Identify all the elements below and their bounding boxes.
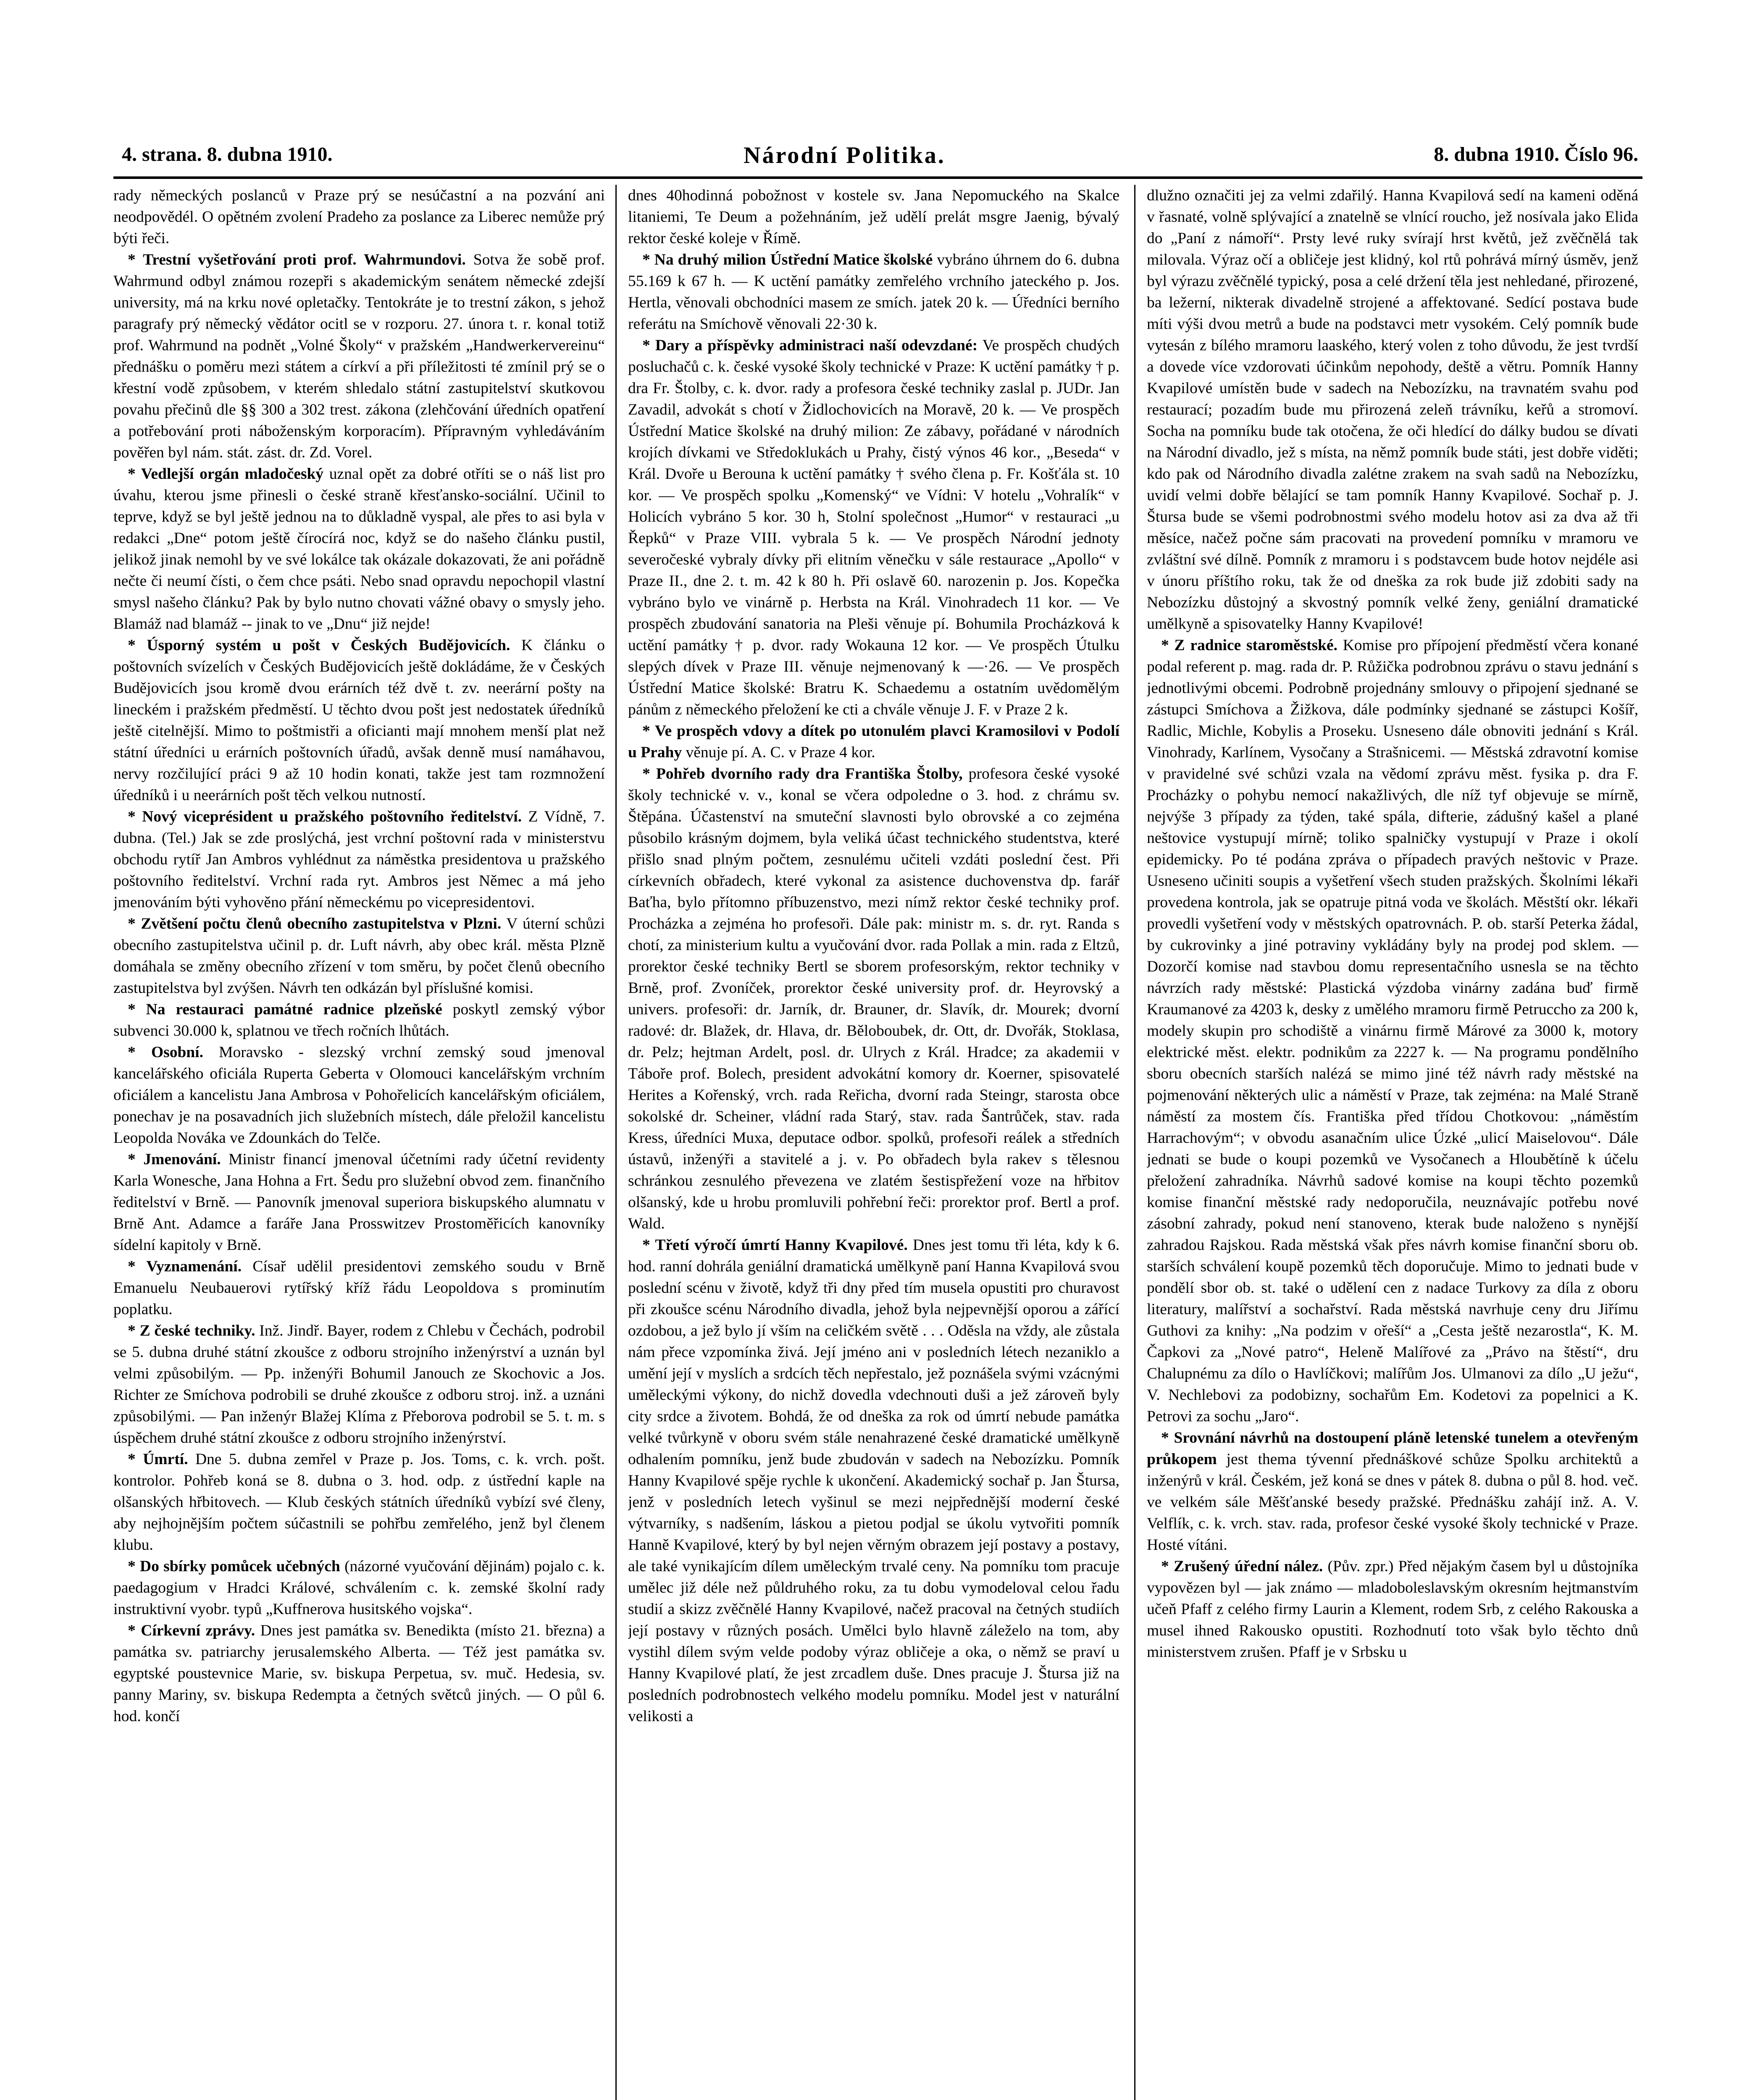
article-heading: * Srovnání návrhů na dostoupení pláně letenské tunelem a otevřeným průkopem — [1147, 1429, 1638, 1468]
article-body: dlužno označiti jej za velmi zdařilý. Hanna Kvapilová sedí na kameni oděná v řasnaté, volně splývající a znatelně se vlnící roucho, jež nosívala jako Elida do „Paní z námoří“. Prsty levé ruky svírají hrst květů, jež zvěčnělá tak milovala. Výraz očí a obličeje jest klidný, kol rtů pohrává mírný úsměv, jenž byl výrazu zvěčnělé typický, posa a celé držení těla jest nehledané, přirozené, ba ležerní, nikterak divadelně strojené a affektované. Sedící postava bude míti výši dvou metrů a bude na podstavci metr vysokém. Celý pomník bude vytesán z bílého mramoru laaského, který volen z toho důvodu, že jest tvrdší a dovede více vzdorovati účinkům nepohody, deště a větru. Pomník Hanny Kvapilové umístěn bude v sadech na Nebozízku, na travnatém svahu pod restaurací; pozadím bude mu přirozená zeleň trávníku, keřů a stromoví. Socha na pomníku bude tak otočena, že oči hledící do dálky budou se dívati na Národní divadlo, jež s místa, na němž pomník bude státi, jest dobře viděti; kdo pak od Národního divadla zalétne zrakem na svah sadů na Nebozízku, uvidí velmi dobře bělající se tam pomník Hanny Kvapilové. Sochař p. J. Štursa bude se všemi podrobnostmi svého modelu hotov asi za dva až tři měsíce, načež počne sám pracovati na provedení pomníku v mramoru ve zvláštní své dílně. Pomník z mramoru i s podstavcem bude hotov nejdéle asi v únoru příštího roku, tak že od dneška za rok bude již zdobiti sady na Nebozízku důstojný a skvostný pomník velké ženy, geniální dramatické umělkyně a spisovatelky Hanny Kvapilové! — [1147, 187, 1638, 633]
header-issue-number: 8. dubna 1910. Číslo 96. — [1434, 143, 1638, 165]
article-heading: * Osobní. — [128, 1044, 203, 1061]
article-body: Ve prospěch chudých posluchačů c. k. české vysoké školy technické v Praze: K uctění památky † p. dra Fr. Štolby, c. k. dvor. rady a profesora české techniky zaslal p. JUDr. Jan Zavadil, advokát s chotí v Židlochovicích na Moravě, 20 k. — Ve prospěch Ústřední Matice školské na druhý milion: Ze zábavy, pořádané v národních krojích dívkami ve Středoklukách u Prahy, čistý výnos 46 kor., „Beseda“ v Král. Dvoře u Berouna k uctění památky † svého člena p. Fr. Košťála st. 10 kor. — Ve prospěch spolku „Komenský“ ve Vídni: V hotelu „Vohralík“ v Holicích vybráno 5 kor. 30 h, Stolní společnost „Humor“ v restauraci „u Řepků“ v Praze VIII. vybrala 5 k. — Ve prospěch Národní jednoty severočeské vybraly dívky při elitním věnečku v sále restaurace „Apollo“ v Praze II., dne 2. t. m. 42 k 80 h. Při oslavě 60. narozenin p. Jos. Kopečka vybráno bylo ve vinárně p. Herbsta na Král. Vinohradech 11 kor. — Ve prospěch zbudování sanatoria na Pleši věnuje pí. Bohumila Procházková k uctění památky † p. dvor. rady Wokauna 12 kor. — Ve prospěch Útulku slepých dívek v Praze III. věnuje nejmenovaný k —·26. — Ve prospěch Ústřední Matice školské: Bratru K. Schaedemu a ostatním uvědomělým pánům z německého přeložení ke cti a chvále věnuje J. F. v Praze 2 k. — [628, 337, 1119, 718]
article-paragraph — [113, 1149, 605, 1256]
article-heading: * Zrušený úřední nález. — [1161, 1558, 1323, 1575]
article-body: profesora české vysoké školy technické v. v., konal se včera odpoledne o 3. hod. z chrámu sv. Štěpána. Účastenství na smuteční slavnosti bylo obrovské a co zejména působilo krásným dojmem, byla veliká účast technického studentstva, které přišlo snad plným počtem, zesnulému učiteli vzdáti poslední čest. Při církevních obřadech, které vykonal za asistence duchovenstva dp. farář Baťha, bylo přítomno příbuzenstvo, mezi nímž rektor české techniky prof. Procházka a zejména ho profesoři. Dále pak: ministr m. s. dr. ryt. Randa s chotí, za ministerium kultu a vyučování dvor. rada Pollak a min. rada z Eltzů, prorektor české techniky Bertl se sborem profesorským, rektor techniky v Brně, prof. Zvoníček, prorektor české university prof. dr. Heyrovský a univers. profesoři: dr. Jarník, dr. Brauner, dr. Slavík, dr. Mourek; dvorní radové: dr. Blažek, dr. Hlava, dr. Běloboubek, dr. Ott, dr. Dvořák, Stoklasa, dr. Pelz; hejtman Ardelt, posl. dr. Ulrych z Král. Hradce; za akademii v Táboře prof. Bolech, president advokátní komory dr. Koerner, spisovatelé Herites a Kořenský, vrch. rada Reřicha, dvorní rada Steingr, starosta obce sokolské dr. Scheiner, vládní rada Starý, stav. rada Šantrůček, stav. rada Kress, úředníci Muxa, deputace odbor. spolků, profesoři reálek a středních ústavů, inženýři a stavitelé a j. v. Po obřadech byla rakev s tělesnou schránkou zesnulého převezena ve zlatém šestispřežení voze na hřbitov olšanský, kde u hrobu promluvili pohřební řeči: prorektor prof. Bertl a prof. Wald. — [628, 765, 1119, 1232]
article-paragraph — [113, 635, 605, 806]
article-heading: * Třetí výročí úmrtí Hanny Kvapilové. — [642, 1236, 908, 1254]
article-heading: * Na druhý milion Ústřední Matice školské — [642, 251, 933, 268]
article-paragraph — [113, 1042, 605, 1149]
article-body: Sotva že sobě prof. Wahrmund odbyl známou rozepři s akademickým senátem německé zdejší university, má na krku nové opletačky. Tentokráte je to trestní zákon, s jehož paragrafy prý německý vědátor ocitl se v rozporu. 27. února t. r. konal totiž prof. Wahrmund na podnět „Volné Školy“ v pražském „Handwerkervereinu“ přednášku o poměru mezi státem a církví a při příležitosti té zmínil prý se o křestní vodě způsobem, v kterém shledalo státní zastupitelství skutkovou povahu přečinů dle §§ 300 a 302 trest. zákona (zlehčování úředních opatření a potřebování proti náboženským korporacím). Přípravným vyhledáváním pověřen byl nám. stát. zást. dr. Zd. Vorel. — [113, 251, 605, 461]
article-heading: * Trestní vyšetřování proti prof. Wahrmundovi. — [128, 251, 466, 268]
article-paragraph — [113, 806, 605, 913]
article-paragraph — [1147, 185, 1638, 635]
text-column-2 — [628, 185, 1119, 2100]
article-paragraph — [113, 1256, 605, 1320]
article-paragraph — [628, 720, 1119, 763]
column-divider — [1134, 185, 1135, 2100]
article-heading: * Pohřeb dvorního rady dra Františka Štolby, — [642, 765, 963, 782]
column-divider — [615, 185, 617, 2100]
article-paragraph — [628, 1234, 1119, 1727]
article-body: rady německých poslanců v Praze prý se nesúčastní a na pozvání ani neodpovědél. O opětném zvolení Pradeho za poslance za Liberec nemůže prý býti řeči. — [113, 187, 605, 247]
article-body: jest thema tývenní přednáškové schůze Spolku architektů a inženýrů v král. Českém, jež koná se dnes v pátek 8. dubna o půl 8. hod. več. ve velkém sále Měšťanské besedy pražské. Přednášku zahájí inž. A. V. Velflík, c. k. vrch. stav. rada, profesor české vysoké školy technické v Praze. Hosté vítáni. — [1147, 1451, 1638, 1554]
article-heading: * Ve prospěch vdovy a dítek po utonulém plavci Kramosilovi v Podolí u Prahy — [628, 722, 1119, 761]
article-body: dnes 40hodinná pobožnost v kostele sv. Jana Nepomuckého na Skalce litaniemi, Te Deum a požehnáním, jež udělí prelát msgre Jaenig, bývalý rektor české koleje v Římě. — [628, 187, 1119, 247]
article-paragraph — [113, 185, 605, 249]
article-heading: * Jmenování. — [128, 1151, 221, 1168]
article-heading: * Z české techniky. — [128, 1322, 255, 1339]
article-body: (Pův. zpr.) Před nějakým časem byl u důstojníka vypovězen byl — jak známo — mladoboleslavským okresním hejtmanstvím učeň Pfaff z celého firmy Laurin a Klement, rodem Srb, z celého Rakouska a musel ihned Rakousko opustiti. Rozhodnutí toto však bylo těchto dnů ministerstvem zrušen. Pfaff je v Srbsku u — [1147, 1558, 1638, 1661]
article-paragraph — [113, 1449, 605, 1556]
article-paragraph — [113, 999, 605, 1042]
article-body: K článku o poštovních svízelích v Českých Budějovicích ještě dokládáme, že v Českých Budějovicích jsou kromě dvou erárních též dvě t. zv. neerární pošty na lineckém i pražském předměstí. U těchto dvou pošt jest nedostatek úředníků ještě citelnější. Mimo to poštmistři a oficianti mají mnohem menší plat než státní úředníci u erárních poštovních úřadů, avšak denně musí namáhavou, nervy rozčilující práci 9 až 10 hodin konati, takže jest tam rozmnožení úředníků i u neerárních pošt těch velkou nutností. — [113, 637, 605, 804]
article-body: (názorné vyučování dějinám) pojalo c. k. paedagogium v Hradci Králové, schválením c. k. zemské školní rady instruktivní vyobr. typů „Kuffnerova husitského vojska“. — [113, 1558, 605, 1618]
article-paragraph — [113, 249, 605, 463]
newspaper-masthead: Národní Politika. — [744, 142, 946, 168]
article-body: Ministr financí jmenoval účetními rady účetní revidenty Karla Wonesche, Jana Hohna a Frt. Šedu pro služební obvod zem. finančního ředitelství v Brně. — Panovník jmenoval superiora biskupského alumnatu v Brně Ant. Adamce a faráře Jana Prosswitzev Prostoměřicích kanovníky sídelní kapitoly v Brně. — [113, 1151, 605, 1254]
newspaper-page — [113, 139, 1642, 2100]
article-heading: * Úsporný systém u pošt v Českých Budějovicích. — [128, 637, 510, 654]
article-paragraph — [113, 913, 605, 999]
article-paragraph — [1147, 1427, 1638, 1556]
text-column-3 — [1147, 185, 1638, 2100]
article-paragraph — [628, 763, 1119, 1234]
article-body: věnuje pí. A. C. v Praze 4 kor. — [686, 744, 875, 761]
article-heading: * Zvětšení počtu členů obecního zastupitelstva v Plzni. — [128, 915, 502, 932]
article-body: Dne 5. dubna zemřel v Praze p. Jos. Toms, c. k. vrch. pošt. kontrolor. Pohřeb koná se 8. dubna o 3. hod. odp. z ústřední kaple na olšanských hřbitovech. — Klub českých státních úředníků vybízí své členy, aby nejhojnějším počtem súčastnili se pohřbu zemřelého, jenž byl členem klubu. — [113, 1451, 605, 1554]
article-paragraph — [628, 249, 1119, 335]
article-heading: * Do sbírky pomůcek učebných — [128, 1558, 340, 1575]
article-body: Dnes jest památka sv. Benedikta (místo 21. března) a památka sv. patriarchy jerusalemského Alberta. — Též jest památka sv. egyptské poustevnice Marie, sv. biskupa Perpetua, sv. muč. Hedesia, sv. panny Mariny, sv. biskupa Redempta a četných světců jiných. — O půl 6. hod. končí — [113, 1622, 605, 1725]
article-heading: * Na restauraci památné radnice plzeňské — [128, 1001, 442, 1018]
article-body: V úterní schůzi obecního zastupitelstva učinil p. dr. Luft návrh, aby obec král. města Plzně domáhala se změny obecního zřízení v tom směru, by počet členů obecního zastupitelstva byl zvýšen. Návrh ten odkázán byl příslušné komisi. — [113, 915, 605, 997]
article-heading: * Nový viceprésident u pražského poštovního ředitelství. — [128, 808, 522, 825]
article-heading: * Dary a příspěvky administraci naší odevzdané: — [642, 337, 978, 354]
article-body: Dnes jest tomu tři léta, kdy k 6. hod. ranní dohrála geniální dramatická umělkyně paní Hanna Kvapilová svou poslední scénu v životě, když tři dny před tím musela opustiti pro churavost při zkoušce scénu Národního divadla, jehož byla nejpevnější oporou a zářící ozdobou, a jež bylo jí vším na celičkém světě . . . Oděsla na vždy, ale zůstala nám přece vzpomínka živá. Její jméno ani v posledních létech nezaniklo a umění její v myslích a srdcích těch nepřestalo, jež poznášela svými vzácnými uměleckými výkony, do nichž dovedla vdechnouti duši a jež zároveň byly city srdce a životem. Bohdá, že od dneška za rok od úmrtí nebude památka velké tvůrkyně v oboru svém stále nenahrazené české dramatické umělkyně odhalením pomníku, jenž bude zbudován v sadech na Nebozízku. Pomník Hanny Kvapilové spěje rychle k ukončení. Akademický sochař p. Jan Štursa, jenž v posledních letech vyšinul se mezi nejpřednější moderní české výtvarníky, s nadšením, láskou a pietou podjal se úkolu vytvořiti pomník Hanně Kvapilové, který by byl nejen věrným obrazem její postavy a postavy, ale také vynikajícím dílem uměleckým trvalé ceny. Na pomníku tom pracuje umělec již déle než půldruhého roku, za tu dobu vymodeloval celou řadu studií a skizz zvěčnělé Hanny Kvapilové, načež pracoval na četných studiích její postavy v různých posách. Umělci bylo hlavně záleželo na tom, aby vystihl dílem svým velde podoby výraz obličeje a oka, o němž se praví u Hanny Kvapilové platí, že jest zrcadlem duše. Dnes pracuje J. Štursa již na posledních podrobnostech velkého modelu pomníku. Model jest v naturální velikosti a — [628, 1236, 1119, 1725]
article-body: Komise pro přípojení předměstí včera konané podal referent p. mag. rada dr. P. Růžička podrobnou zprávu o stavu jednání s jednotlivými obcemi. Podrobně projednány smlouvy o připojení sjednané se zástupci Smíchova a Žižkova, dále podmínky sjednané se zástupci Košíř, Radlic, Michle, Kobylis a Proseku. Usneseno dále obnoviti jednání s Král. Vinohrady, Karlínem, Vysočany a Strašnicemi. — Městská zdravotní komise v pravidelné své schůzi vzala na vědomí zprávu měst. fysika p. dra F. Procházky o pohybu nemocí nakažlivých, dle níž tyf objevuje se mírně, nejvýše 3 případy za týden, také spála, difterie, zádušný kašel a plané neštovice vystupují mírně; toliko spalničky vystupují v Praze i okolí epidemicky. Po té podána zpráva o případech pravých neštovic v Praze. Usneseno učiniti soupis a vyšetření všech studen pražských. Školními lékaři provedena kontrola, jak se opatruje pitná voda ve školách. Městští okr. lékaři provedli vyšetření vody v městských opatrovnách. P. ob. starší Peterka žádal, by cukrovinky a jiné potraviny vykládány byly na prodej pod sklem. — Dozorčí komise nad stavbou domu representačního usnesla se na těchto návrzích rady městské: Plastická výzdoba vinárny zadána buď firmě Kraumanové za 4203 k, desky z umělého mramoru firmě Petruccho za 200 k, modely skupin pro schodiště a vinárnu firmě Márové za 3000 k, motory elektrické měst. elektr. podnikům za 2227 k. — Na programu pondělního sboru obecních starších nalézá se mimo jiné též návrh rady městské na pojmenování některých ulic a náměstí v Praze, tak zejména: na Malé Straně náměstí za mostem čís. Františka před třídou Chotkovou: „náměstím Harrachovým“; v obvodu asanačním ulice Úzké „ulicí Maiselovou“. Dále jednati se bude o koupi pozemků ve Vysočanech a Hloubětíně k účelu přeložení zahradníka. Návrhů sadové komise na koupi těchto pozemků komise finanční městské rady nedoporučila, neuznávajíc potřebu nové zásobní zahrady, pokud není stanoveno, kterak bude naloženo s nynější zahradou Rajskou. Rada městská však přes návrh komise finanční sboru ob. starších schválení koupě pozemků těch doporučuje. Mimo to jednati bude v pondělí sbor ob. st. také o udělení cen z nadace Turkovy za díla z oboru literatury, malířství a sochařství. Rada městská navrhuje ceny dru Jiřímu Guthovi za knihy: „Na podzim v ořeší“ a „Cesta ještě nezarostla“, K. M. Čapkovi za „Nové patro“, Heleně Malířové za „Právo na štěstí“, dru Chalupnému za dílo o Havlíčkovi; malířům Jos. Ulmanovi za dílo „U ježu“, V. Nechlebovi za podobizny, sochařům Em. Kodetovi za popelnici a K. Petrovi za sochu „Jaro“. — [1147, 637, 1638, 1425]
article-heading: * Církevní zprávy. — [128, 1622, 255, 1639]
header-rule — [113, 176, 1642, 179]
article-body: uznal opět za dobré otříti se o náš list pro úvahu, kterou jsme přinesli o české straně křesťansko-sociální. Učinil to teprve, když se byl ještě jednou na to důkladně vyspal, ale přes to asi byla v redakci „Dne“ potom ještě čírocírá noc, když se do našeho článku pustil, jelikož jinak nemohl by ve své lokálce tak okázale dokazovati, že ani pořádně nečte či neumí čísti, o čem chce psáti. Nebo snad opravdu nepochopil vlastní smysl našeho článku? Pak by bylo nutno chovati vážné obavy o smysly jeho. Blamáž nad blamáž -- jinak to ve „Dnu“ již nejde! — [113, 465, 605, 633]
article-paragraph — [1147, 1556, 1638, 1663]
article-body: vybráno úhrnem do 6. dubna 55.169 k 67 h. — K uctění památky zemřelého vrchního jateckého p. Jos. Hertla, věnovali obchodníci masem ze smích. jatek 20 k. — Úředníci berního referátu na Smíchově věnovali 22·30 k. — [628, 251, 1119, 333]
page-header — [113, 139, 1642, 172]
article-paragraph — [113, 463, 605, 635]
header-page-date: 4. strana. 8. dubna 1910. — [122, 143, 333, 165]
article-heading: * Z radnice staroměstské. — [1161, 637, 1338, 654]
article-body: Císař udělil presidentovi zemského soudu v Brně Emanuelu Neubauerovi rytířský kříž řádu Leopoldova s prominutím poplatku. — [113, 1258, 605, 1318]
article-paragraph — [1147, 635, 1638, 1427]
text-column-1 — [113, 185, 605, 2100]
article-paragraph — [113, 1620, 605, 1727]
article-body: Inž. Jindř. Bayer, rodem z Chlebu v Čechách, podrobil se 5. dubna druhé státní zkoušce z odboru strojního inženýrství a uznán byl velmi způsobilým. — Pp. inženýři Bohumil Janouch ze Skochovic a Jos. Richter ze Smíchova podrobili se druhé zkoušce z odboru stroj. inž. a uznáni způsobilými. — Pan inženýr Blažej Klíma z Přeborova podrobil se 5. t. m. s úspěchem druhé státní zkoušce z odboru strojního inženýrství. — [113, 1322, 605, 1446]
article-paragraph — [113, 1320, 605, 1449]
article-body: Moravsko - slezský vrchní zemský soud jmenoval kancelářského oficiála Ruperta Geberta v Olomouci kancelářským vrchním oficiálem a kancelistu Jana Ambrosa v Pohořelicích kancelářským oficiálem, ponechav je na posavadních jich služebních místech, dále přeložil kancelistu Leopolda Nováka ve Zdounkách do Telče. — [113, 1044, 605, 1147]
article-paragraph — [113, 1556, 605, 1620]
article-heading: * Vedlejší orgán mladočeský — [128, 465, 324, 483]
article-heading: * Úmrtí. — [128, 1451, 188, 1468]
article-paragraph — [628, 185, 1119, 249]
article-heading: * Vyznamenání. — [128, 1258, 242, 1275]
article-body: poskytl zemský výbor subvenci 30.000 k, splatnou ve třech ročních lhůtách. — [113, 1001, 605, 1040]
article-body: Z Vídně, 7. dubna. (Tel.) Jak se zde proslýchá, jest vrchní poštovní rada v ministerstvu obchodu rytíř Jan Ambros vyhlédnut za náměstka presidentova u pražského poštovního ředitelství. Vrchní rada ryt. Ambros jest Němec a má jeho jmenováním býti vyhověno přání německému po vicepresidentovi. — [113, 808, 605, 911]
article-paragraph — [628, 335, 1119, 720]
